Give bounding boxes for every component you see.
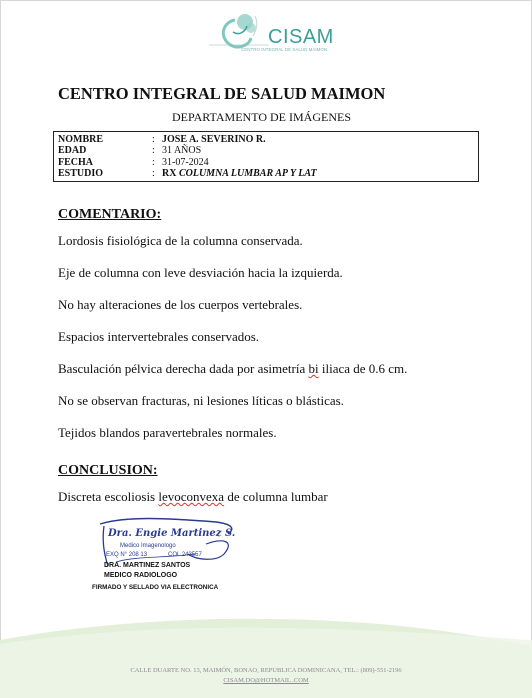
separator: : xyxy=(152,168,155,179)
conclusion-text-before: Discreta escoliosis xyxy=(58,489,159,504)
conclusion-text-after: de columna lumbar xyxy=(224,489,328,504)
cisam-logo xyxy=(205,10,335,58)
footer-address: CALLE DUARTE NO. 13, MAIMÓN, BONAO, REPUBLICA DOMINICANA, TEL.: (809)-551-2196 xyxy=(130,667,402,674)
organization-title: CENTRO INTEGRAL DE SALUD MAIMON xyxy=(58,84,386,103)
footer-email[interactable]: CISAM.DO@HOTMAIL .COM xyxy=(223,677,309,684)
finding-line: Eje de columna con leve desviación hacia la izquierda. xyxy=(58,265,343,280)
department-title: DEPARTAMENTO DE IMÁGENES xyxy=(172,110,351,124)
patient-info-box xyxy=(53,131,479,182)
footer-wave-decoration xyxy=(0,610,532,698)
signature-note: FIRMADO Y SELLADO VIA ELECTRONICA xyxy=(92,584,219,591)
finding-line: Espacios intervertebrales conservados. xyxy=(58,329,260,344)
date-value: 31-07-2024 xyxy=(162,157,209,168)
name-value: JOSE A. SEVERINO R. xyxy=(162,134,266,145)
stamp-exq: EXQ N° 208 13 xyxy=(106,552,148,558)
finding-line: Tejidos blandos paravertebrales normales. xyxy=(58,425,277,440)
separator: : xyxy=(152,134,155,145)
pelvic-text-before: Basculación pélvica derecha dada por asimetría xyxy=(58,361,309,376)
comment-heading: COMENTARIO: xyxy=(58,207,162,222)
doctor-signature-block xyxy=(104,561,190,581)
conclusion-line xyxy=(58,489,328,505)
study-name: COLUMNA LUMBAR AP Y LAT xyxy=(178,168,317,179)
study-prefix: RX xyxy=(162,168,177,179)
study-value xyxy=(162,168,317,179)
conclusion-text-marked: levoconvexa xyxy=(158,489,225,504)
date-label: FECHA xyxy=(58,157,93,168)
pelvic-text-after: iliaca de 0.6 cm. xyxy=(318,361,408,376)
finding-line-pelvic xyxy=(58,361,407,377)
age-label: EDAD xyxy=(58,145,87,156)
study-label: ESTUDIO xyxy=(58,168,104,179)
age-value: 31 AÑOS xyxy=(162,145,202,156)
finding-line: Lordosis fisiológica de la columna conservada. xyxy=(58,233,303,248)
separator: : xyxy=(152,145,155,156)
finding-line: No hay alteraciones de los cuerpos vertebrales. xyxy=(58,297,303,312)
doctor-name: DRA. MARTINEZ SANTOS xyxy=(104,562,191,569)
logo-tagline: CENTRO INTEGRAL DE SALUD MAIMON xyxy=(241,47,328,52)
name-label: NOMBRE xyxy=(58,134,103,145)
finding-line: No se observan fracturas, ni lesiones líticas o blásticas. xyxy=(58,393,344,408)
stamp-title: Medico Imagenologo xyxy=(120,543,176,549)
conclusion-heading: CONCLUSION: xyxy=(58,463,158,478)
separator: : xyxy=(152,157,155,168)
stamp-name: Dra. Engie Martinez S. xyxy=(108,528,236,539)
logo-brand-text: CISAM xyxy=(268,26,334,48)
pelvic-text-marked: bi xyxy=(308,361,319,376)
stamp-col: COL 243557 xyxy=(168,552,202,558)
doctor-title: MEDICO RADIOLOGO xyxy=(104,572,178,579)
